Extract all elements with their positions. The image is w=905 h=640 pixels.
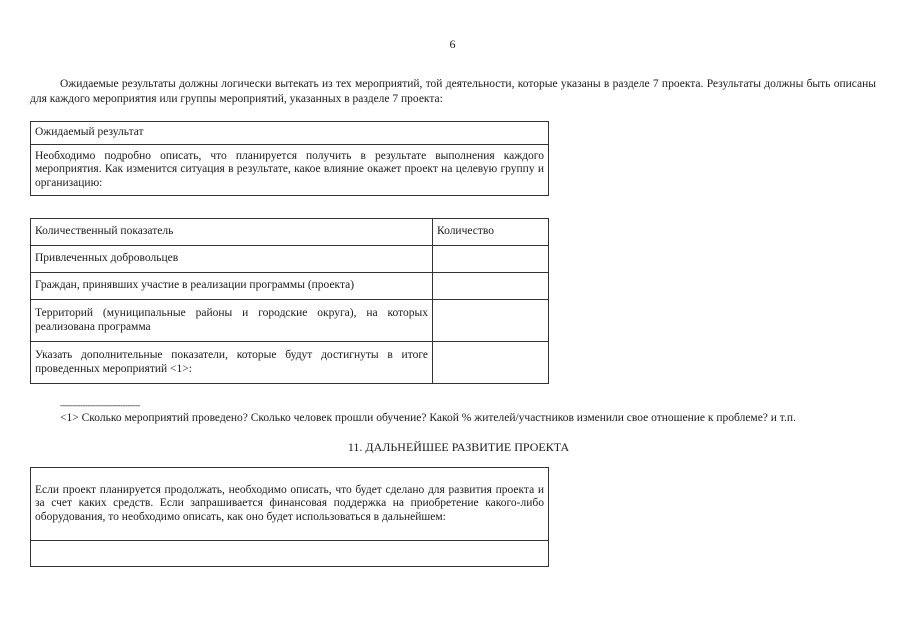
section-heading: 11. ДАЛЬНЕЙШЕЕ РАЗВИТИЕ ПРОЕКТА bbox=[347, 440, 570, 454]
development-description: Если проект планируется продолжать, необходимо описать, что будет сделано для развития проекта и за счет каких средств. Если запрашивается финансовая поддержка на приобретение какого-либо оборудования, то необходимо описать, как оно будет использоваться в дальнейшем: bbox=[31, 468, 549, 541]
indicator-row-territories: Территорий (муниципальные районы и городские округа), на которых реализована программа bbox=[31, 300, 433, 342]
quantity-cell-participants bbox=[433, 273, 549, 300]
indicator-row-participants: Граждан, принявших участие в реализации программы (проекта) bbox=[31, 273, 433, 300]
indicator-row-additional: Указать дополнительные показатели, которые будут достигнуты в итоге проведенных мероприятий <1>: bbox=[31, 342, 433, 384]
expected-result-header: Ожидаемый результат bbox=[31, 122, 549, 145]
quantity-cell-volunteers bbox=[433, 246, 549, 273]
development-table bbox=[30, 467, 549, 567]
quantity-column-header: Количество bbox=[433, 219, 549, 246]
development-answer-cell bbox=[31, 541, 549, 567]
indicator-row-volunteers: Привлеченных добровольцев bbox=[31, 246, 433, 273]
expected-result-table bbox=[30, 121, 549, 196]
footnote-separator: -------------------------------- bbox=[60, 400, 140, 410]
indicator-column-header: Количественный показатель bbox=[31, 219, 433, 246]
expected-result-description: Необходимо подробно описать, что планируется получить в результате выполнения каждого мероприятия. Как изменится ситуация в результате, какое влияние окажет проект на целевую группу и организацию: bbox=[31, 145, 549, 196]
intro-paragraph: Ожидаемые результаты должны логически вытекать из тех мероприятий, той деятельности, которые указаны в разделе 7 проекта. Результаты должны быть описаны для каждого мероприятия или группы мероприятий, указанных в разделе 7 проекта: bbox=[30, 78, 876, 105]
page-number: 6 bbox=[449, 37, 456, 51]
footnote: <1> Сколько мероприятий проведено? Сколько человек прошли обучение? Какой % жителей/участников изменили свое отношение к проблеме? и т.п. bbox=[60, 412, 796, 424]
indicators-table bbox=[30, 218, 549, 384]
quantity-cell-territories bbox=[433, 300, 549, 342]
quantity-cell-additional bbox=[433, 342, 549, 384]
